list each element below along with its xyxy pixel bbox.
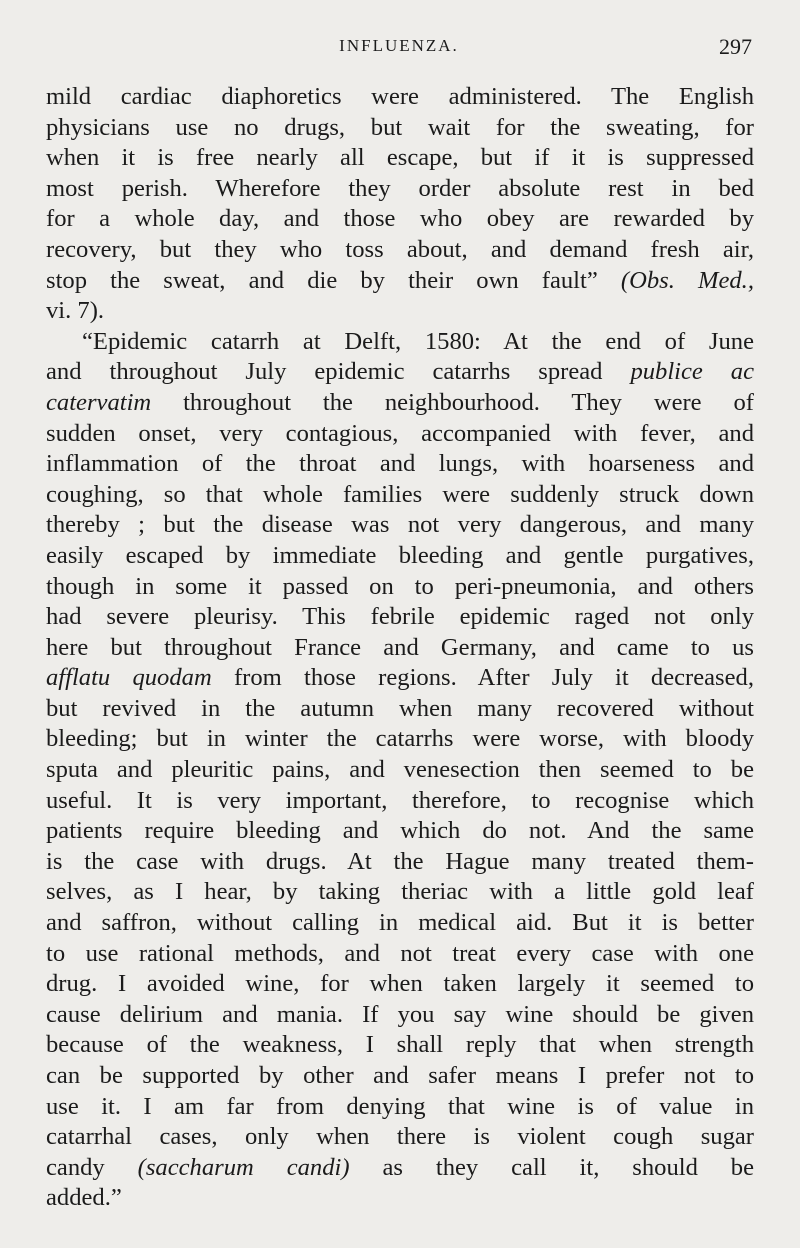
text-line <box>46 1153 754 1184</box>
text-segment: recovery, but they who toss about, and demand fresh air, <box>46 235 754 263</box>
text-line <box>46 1122 754 1153</box>
text-line <box>46 82 754 113</box>
text-segment: use it. I am far from denying that wine is of value in <box>46 1092 754 1120</box>
italic-phrase: (Obs. Med., <box>620 266 754 294</box>
text-line <box>46 480 754 511</box>
text-segment: patients require bleeding and which do not. And the same <box>46 817 754 845</box>
text-segment: can be supported by other and safer means I prefer not to <box>46 1062 754 1089</box>
running-title: INFLUENZA. <box>339 36 459 55</box>
text-segment: bleeding; but in winter the catarrhs were worse, with bloody <box>46 725 754 753</box>
text-line <box>46 1030 754 1061</box>
text-segment: “Epidemic catarrh at Delft, 1580: At the end of June <box>82 327 754 355</box>
text-segment: catarrhal cases, only when there is violent cough sugar <box>46 1123 754 1151</box>
text-line <box>46 572 754 603</box>
text-line <box>46 510 754 541</box>
running-head <box>46 36 752 62</box>
text-segment: as they call it, should be <box>349 1153 755 1181</box>
text-segment: but revived in the autumn when many recovered without <box>46 694 754 722</box>
text-segment: thereby ; but the disease was not very dangerous, and many <box>46 511 754 539</box>
text-line <box>46 877 754 908</box>
text-segment: though in some it passed on to peri-pneumonia, and others <box>46 572 754 600</box>
text-line <box>46 1092 754 1123</box>
text-segment: drug. I avoided wine, for when taken largely it seemed to <box>46 970 754 998</box>
text-segment: candy <box>46 1153 138 1181</box>
text-line <box>46 113 754 144</box>
italic-phrase: (saccharum candi) <box>137 1153 350 1181</box>
text-line <box>46 816 754 847</box>
text-segment: useful. It is very important, therefore, to recognise which <box>46 786 754 814</box>
text-segment: when it is free nearly all escape, but if it is suppressed <box>46 144 754 172</box>
text-line <box>46 786 754 817</box>
text-segment: here but throughout France and Germany, and came to us <box>46 633 754 661</box>
page-number: 297 <box>719 34 752 59</box>
text-line <box>46 633 754 664</box>
text-line <box>46 602 754 633</box>
text-line <box>46 388 754 419</box>
text-segment: coughing, so that whole families were suddenly struck down <box>46 480 754 508</box>
text-line <box>46 755 754 786</box>
text-line <box>46 724 754 755</box>
text-line <box>46 1000 754 1031</box>
text-segment: stop the sweat, and die by their own fault” <box>46 266 621 294</box>
text-segment: physicians use no drugs, but wait for the sweating, for <box>46 113 754 141</box>
text-segment: and throughout July epidemic catarrhs spread <box>46 358 631 386</box>
text-segment: because of the weakness, I shall reply that when strength <box>46 1031 754 1059</box>
text-line <box>46 419 754 450</box>
text-line <box>46 969 754 1000</box>
text-segment: is the case with drugs. At the Hague many treated them- <box>46 847 754 875</box>
text-line <box>46 449 754 480</box>
text-line <box>46 143 754 174</box>
text-line <box>46 847 754 878</box>
text-segment: selves, as I hear, by taking theriac with a little gold leaf <box>46 878 754 906</box>
text-segment: to use rational methods, and not treat every case with one <box>46 939 754 967</box>
text-line <box>46 1183 754 1214</box>
italic-phrase: catervatim <box>46 388 152 416</box>
text-segment: added.” <box>46 1184 122 1212</box>
italic-phrase: publice ac <box>630 358 755 386</box>
text-segment: from those regions. After July it decreased, <box>211 664 754 692</box>
text-segment: inflammation of the throat and lungs, with hoarseness and <box>46 450 754 478</box>
text-segment: cause delirium and mania. If you say wine should be given <box>46 1000 754 1028</box>
text-segment: throughout the neighbourhood. They were of <box>151 388 754 416</box>
text-line <box>46 235 754 266</box>
body-text <box>46 82 754 1214</box>
text-segment: vi. 7). <box>46 297 105 325</box>
text-line <box>46 204 754 235</box>
text-line <box>46 266 754 297</box>
text-line <box>46 174 754 205</box>
text-line <box>46 908 754 939</box>
text-line <box>46 694 754 725</box>
text-line <box>46 541 754 572</box>
text-segment: and saffron, without calling in medical aid. But it is better <box>46 909 754 937</box>
text-line <box>46 663 754 694</box>
text-segment: had severe pleurisy. This febrile epidemic raged not only <box>46 603 754 631</box>
text-segment: easily escaped by immediate bleeding and gentle purgatives, <box>46 541 754 569</box>
text-segment: for a whole day, and those who obey are rewarded by <box>46 205 754 233</box>
text-line <box>46 939 754 970</box>
text-line <box>46 357 754 388</box>
italic-phrase: afflatu quodam <box>46 664 212 692</box>
text-line <box>46 296 754 327</box>
text-segment: most perish. Wherefore they order absolute rest in bed <box>46 174 754 202</box>
text-segment: sputa and pleuritic pains, and venesection then seemed to be <box>46 756 754 784</box>
text-segment: mild cardiac diaphoretics were administered. The English <box>46 83 754 110</box>
text-line <box>46 1061 754 1092</box>
text-line <box>46 327 754 358</box>
text-segment: sudden onset, very contagious, accompanied with fever, and <box>46 419 754 447</box>
